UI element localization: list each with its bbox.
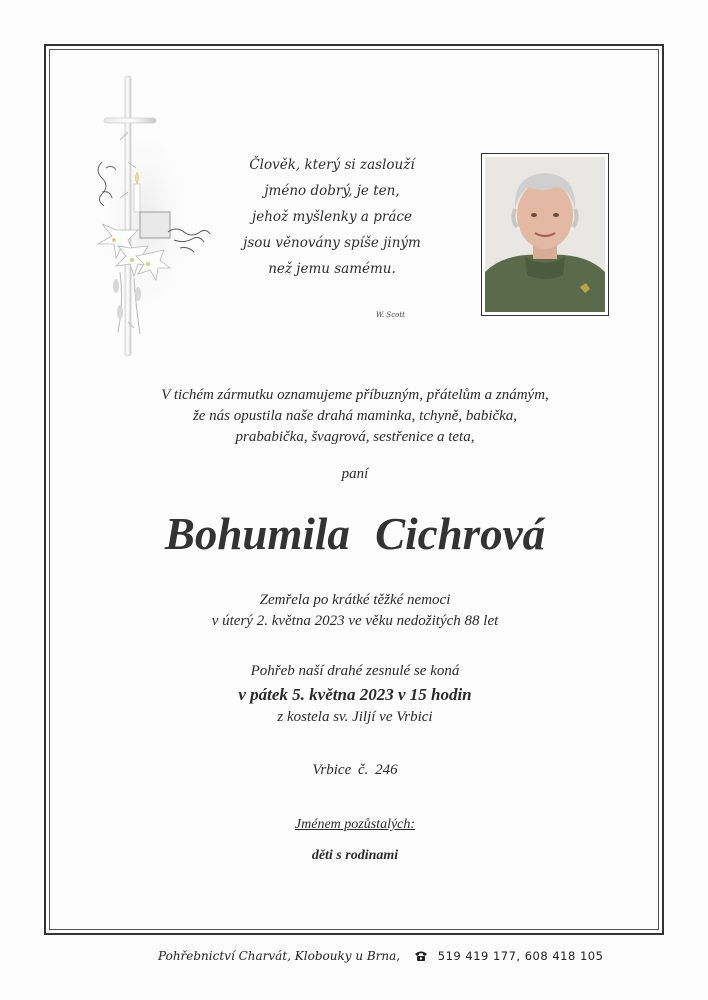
memorial-poem	[232, 152, 432, 282]
funeral-place: z kostela sv. Jiljí ve Vrbici	[277, 709, 433, 725]
announcement-line: že nás opustila naše drahá maminka, tchyně, babička,	[192, 408, 518, 424]
poem-line: jehož myšlenky a práce	[252, 209, 412, 225]
bereaved-family: děti s rodinami	[311, 848, 399, 863]
death-info	[100, 590, 610, 632]
funeral-info	[100, 660, 610, 729]
death-line: Zemřela po krátké těžké nemoci	[259, 592, 451, 608]
announcement-line: prababička, švagrová, sestřenice a teta,	[235, 429, 475, 445]
on-behalf-label: Jménem pozůstalých:	[294, 817, 416, 832]
poem-line: jsou věnovány spíše jiným	[243, 235, 421, 251]
poem-author: W. Scott	[376, 311, 405, 319]
phone-numbers: 519 419 177, 608 418 105	[437, 949, 604, 963]
deceased-portrait	[481, 153, 609, 316]
announcement-line: V tichém zármutku oznamujeme příbuzným, přátelům a známým,	[161, 387, 549, 403]
funeral-date: v pátek 5. května 2023 v 15 hodin	[238, 685, 472, 704]
announcement-text	[100, 385, 610, 448]
deceased-name: Bohumila Cichrová	[164, 509, 546, 559]
death-date-line: v úterý 2. května 2023 ve věku nedožitých 88 let	[211, 613, 499, 629]
poem-line: Člověk, který si zaslouží	[249, 157, 415, 173]
telephone-icon	[414, 950, 428, 965]
poem-line: než jemu samému.	[268, 261, 396, 277]
home-address: Vrbice č. 246	[312, 762, 398, 778]
portrait-photo	[485, 157, 605, 312]
funeral-line: Pohřeb naší drahé zesnulé se koná	[250, 663, 460, 679]
funeral-home-footer	[158, 949, 603, 965]
poem-line: jméno dobrý, je ten,	[264, 183, 400, 199]
cross-lily-decoration	[90, 72, 220, 364]
honorific: paní	[341, 466, 369, 482]
funeral-home-name: Pohřebnictví Charvát, Klobouky u Brna,	[158, 949, 401, 963]
